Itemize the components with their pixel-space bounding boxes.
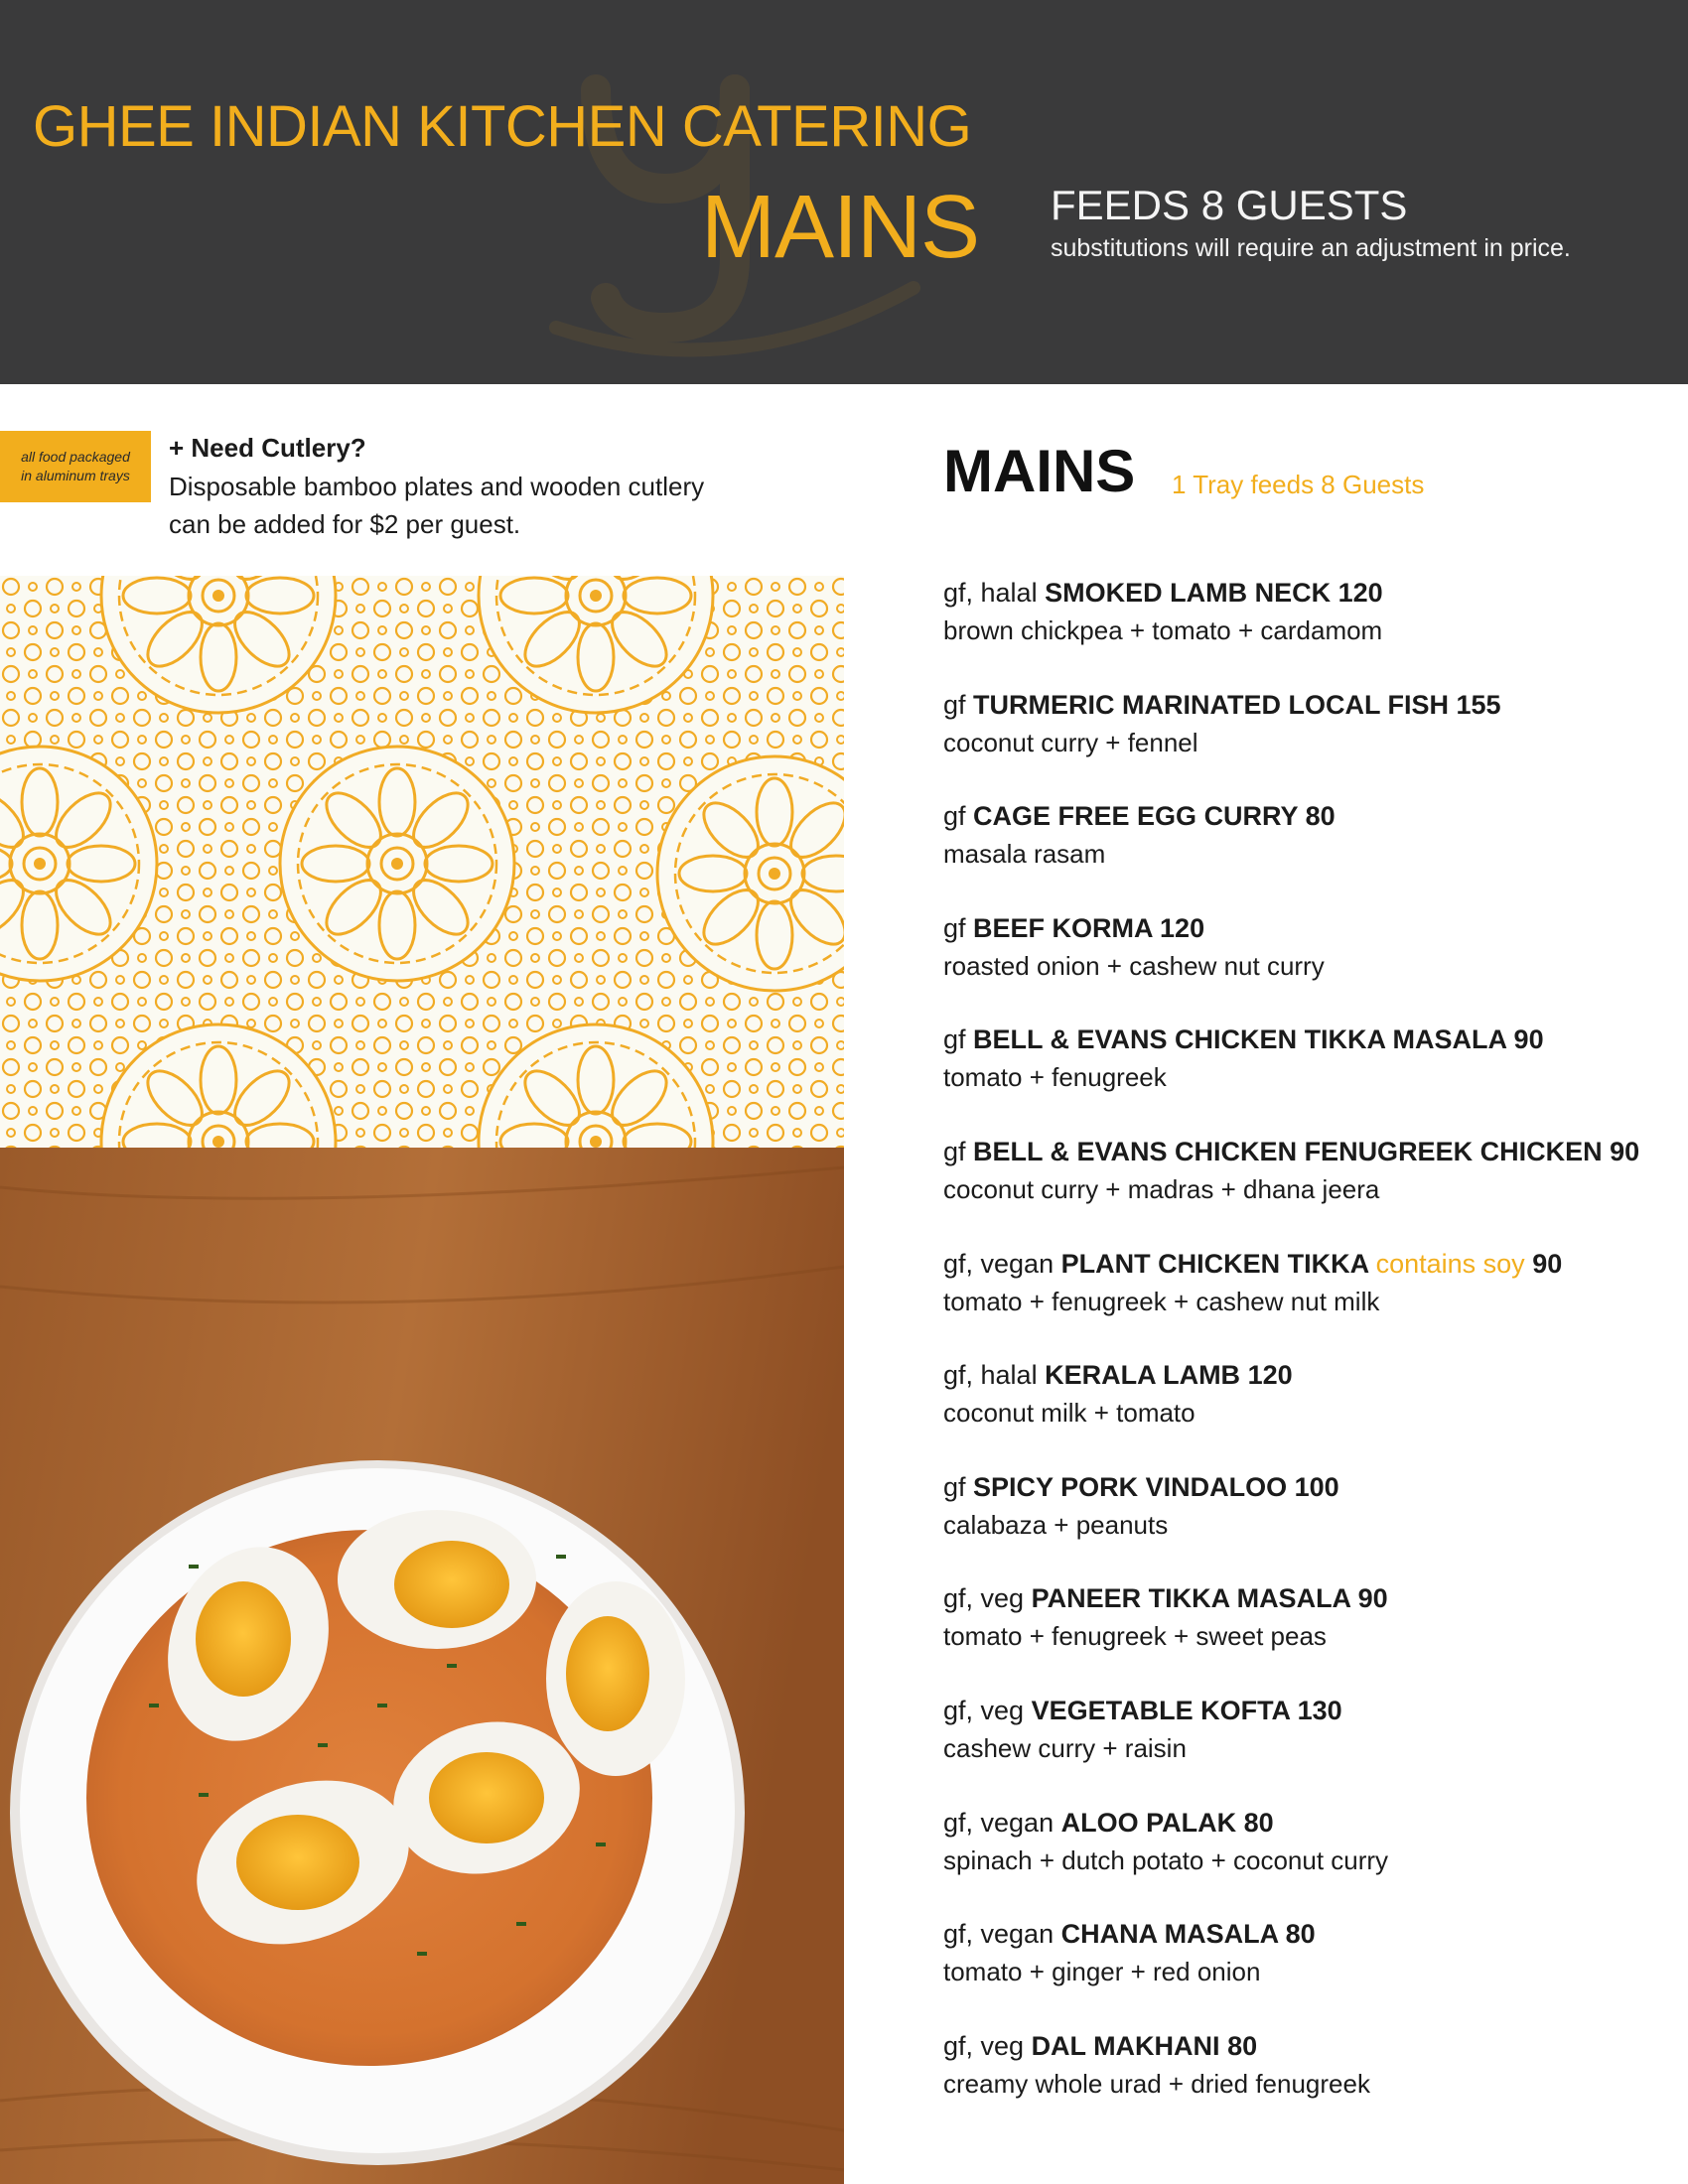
dish-name: BEEF KORMA	[973, 912, 1161, 943]
dish-price: 80	[1305, 801, 1336, 832]
dish-description: coconut milk + tomato	[943, 1398, 1196, 1429]
dietary-tags: gf, vegan	[943, 1919, 1061, 1950]
dish-price: 120	[1337, 578, 1383, 608]
dietary-tags: gf	[943, 912, 974, 943]
dish-price: 100	[1294, 1471, 1339, 1502]
dietary-tags: gf	[943, 1136, 974, 1166]
dish-name: CHANA MASALA	[1060, 1919, 1286, 1950]
mains-subtitle: 1 Tray feeds 8 Guests	[1172, 470, 1425, 499]
packaging-text	[21, 448, 130, 485]
dish-name: DAL MAKHANI	[1031, 2030, 1228, 2061]
menu-item	[943, 686, 1658, 798]
dish-description: tomato + fenugreek + cashew nut milk	[943, 1286, 1380, 1316]
egg-curry-photo	[0, 1148, 844, 2184]
dietary-tags: gf, vegan	[943, 1807, 1061, 1838]
dish-price: 80	[1227, 2030, 1258, 2061]
menu-item-header	[943, 686, 1658, 724]
dish-name: CAGE FREE EGG CURRY	[973, 801, 1306, 832]
dish-price: 80	[1243, 1807, 1274, 1838]
menu-item	[943, 1245, 1658, 1357]
menu-item	[943, 797, 1658, 909]
menu-item	[943, 909, 1658, 1022]
dish-price: 90	[1357, 1583, 1388, 1614]
brand-title: GHEE INDIAN KITCHEN CATERING	[33, 94, 972, 159]
dish-description: masala rasam	[943, 839, 1106, 870]
cutlery-description	[169, 468, 804, 543]
menu-item-header	[943, 1468, 1658, 1506]
packaging-line-2: in aluminum trays	[21, 468, 130, 483]
dish-name: ALOO PALAK	[1060, 1807, 1244, 1838]
dish-price: 90	[1513, 1024, 1544, 1055]
menu-item	[943, 1356, 1658, 1468]
dish-price: 120	[1247, 1360, 1293, 1391]
menu-list	[943, 574, 1658, 2138]
packaging-line-1: all food packaged	[21, 449, 130, 465]
dish-description: tomato + fenugreek + sweet peas	[943, 1621, 1327, 1652]
mains-title: MAINS	[943, 438, 1136, 504]
dietary-tags: gf, veg	[943, 1695, 1032, 1725]
dish-description: brown chickpea + tomato + cardamom	[943, 615, 1383, 645]
dish-name: BELL & EVANS CHICKEN FENUGREEK CHICKEN	[973, 1136, 1611, 1166]
menu-item	[943, 1021, 1658, 1133]
dish-description: coconut curry + fennel	[943, 727, 1198, 757]
dish-name: PANEER TIKKA MASALA	[1031, 1583, 1358, 1614]
dish-description: roasted onion + cashew nut curry	[943, 950, 1325, 981]
menu-item-header	[943, 1021, 1658, 1058]
cutlery-title: + Need Cutlery?	[169, 433, 366, 463]
allergen-note: contains soy	[1375, 1248, 1533, 1279]
menu-item	[943, 1579, 1658, 1692]
menu-item	[943, 2027, 1658, 2139]
dish-price: 90	[1532, 1248, 1563, 1279]
dish-description: tomato + fenugreek	[943, 1062, 1167, 1093]
substitution-note: substitutions will require an adjustment in price.	[1051, 234, 1571, 262]
dietary-tags: gf, halal	[943, 578, 1046, 608]
menu-item-header	[943, 909, 1658, 947]
menu-item-header	[943, 2027, 1658, 2065]
dish-price: 130	[1297, 1695, 1342, 1725]
menu-item-header	[943, 1915, 1658, 1953]
menu-item	[943, 1804, 1658, 1916]
cutlery-line-2: can be added for $2 per guest.	[169, 509, 521, 539]
dish-description: cashew curry + raisin	[943, 1732, 1187, 1763]
dish-name: SMOKED LAMB NECK	[1045, 578, 1338, 608]
dish-price: 155	[1456, 689, 1501, 720]
menu-item	[943, 1692, 1658, 1804]
menu-item	[943, 1915, 1658, 2027]
dish-price: 90	[1610, 1136, 1640, 1166]
dish-name: SPICY PORK VINDALOO	[973, 1471, 1295, 1502]
dish-description: tomato + ginger + red onion	[943, 1957, 1261, 1987]
dish-name: KERALA LAMB	[1045, 1360, 1248, 1391]
dish-price: 120	[1160, 912, 1205, 943]
menu-item	[943, 574, 1658, 686]
dish-description: spinach + dutch potato + coconut curry	[943, 1844, 1389, 1875]
header-band	[0, 0, 1688, 384]
section-title: MAINS	[701, 178, 980, 277]
dietary-tags: gf, vegan	[943, 1248, 1061, 1279]
menu-item-header	[943, 1692, 1658, 1729]
mandala-pattern-image	[0, 576, 844, 1148]
feeds-label: FEEDS 8 GUESTS	[1051, 182, 1408, 228]
dietary-tags: gf, veg	[943, 2030, 1032, 2061]
dish-name: BELL & EVANS CHICKEN TIKKA MASALA	[973, 1024, 1514, 1055]
cutlery-line-1: Disposable bamboo plates and wooden cutlery	[169, 472, 705, 501]
dish-name: VEGETABLE KOFTA	[1031, 1695, 1298, 1725]
dish-name: TURMERIC MARINATED LOCAL FISH	[973, 689, 1457, 720]
dietary-tags: gf	[943, 689, 974, 720]
menu-item	[943, 1468, 1658, 1580]
menu-item-header	[943, 574, 1658, 612]
menu-item-header	[943, 1245, 1658, 1283]
dish-description: calabaza + peanuts	[943, 1509, 1169, 1540]
packaging-badge	[0, 431, 151, 502]
cutlery-note	[169, 433, 804, 543]
dish-description: creamy whole urad + dried fenugreek	[943, 2068, 1370, 2099]
menu-item-header	[943, 1804, 1658, 1842]
menu-item-header	[943, 1133, 1658, 1170]
dish-description: coconut curry + madras + dhana jeera	[943, 1173, 1380, 1204]
menu-item-header	[943, 797, 1658, 835]
dietary-tags: gf	[943, 1471, 974, 1502]
dietary-tags: gf, veg	[943, 1583, 1032, 1614]
dish-price: 80	[1285, 1919, 1316, 1950]
menu-item-header	[943, 1579, 1658, 1617]
dish-name: PLANT CHICKEN TIKKA	[1060, 1248, 1376, 1279]
menu-item-header	[943, 1356, 1658, 1394]
menu-item	[943, 1133, 1658, 1245]
dietary-tags: gf, halal	[943, 1360, 1046, 1391]
dietary-tags: gf	[943, 1024, 974, 1055]
dietary-tags: gf	[943, 801, 974, 832]
